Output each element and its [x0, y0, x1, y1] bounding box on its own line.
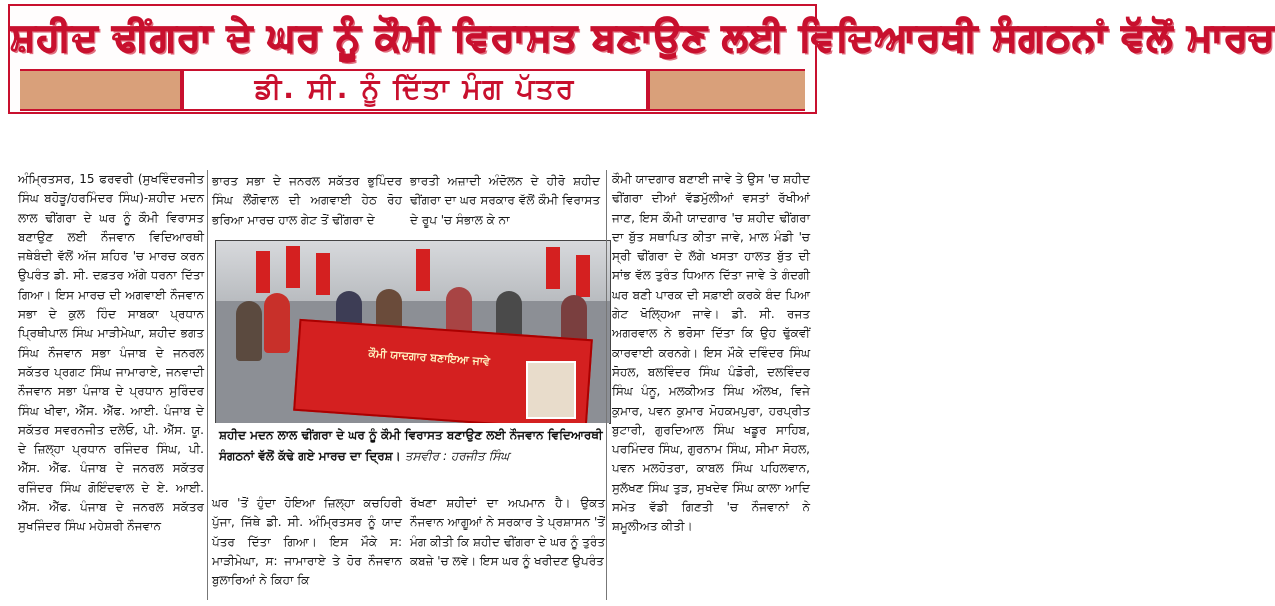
headline-title: ਸ਼ਹੀਦ ਢੀਂਗਰਾ ਦੇ ਘਰ ਨੂੰ ਕੌਮੀ ਵਿਰਾਸਤ ਬਣਾਉਣ ਲਈ ਵਿਦਿਆਰਥੀ ਸੰਗਠਨਾਂ ਵੱਲੋਂ ਮਾਰਚ — [10, 15, 1275, 59]
subheadline-band — [20, 69, 805, 111]
article-text-col3b: ਰੱਖਣਾ ਸ਼ਹੀਦਾਂ ਦਾ ਅਪਮਾਨ ਹੈ। ਉਕਤ ਨੌਜਵਾਨ ਆਗੂਆਂ ਨੇ ਸਰਕਾਰ ਤੇ ਪ੍ਰਸ਼ਾਸਨ 'ਤੋਂ ਮੰਗ ਕੀਤੀ ਕਿ ਸ਼ਹੀਦ ਢੀਂਗਰਾ ਦੇ ਘਰ ਨੂੰ ਤੁਰੰਤ ਕਬਜ਼ੇ 'ਚ ਲਵੇ। ਇਸ ਘਰ ਨੂੰ ਖਰੀਦਣ ਉਪਰੰਤ — [410, 496, 605, 568]
article-text-col1: ਅੰਮ੍ਰਿਤਸਰ, 15 ਫਰਵਰੀ (ਸੁਖਵਿੰਦਰਜੀਤ ਸਿੰਘ ਬਹੋੜੂ/ਹਰਮਿੰਦਰ ਸਿੰਘ)-ਸ਼ਹੀਦ ਮਦਨ ਲਾਲ ਢੀਂਗਰਾ ਦੇ ਘਰ ਨੂੰ ਕੌਮੀ ਵਿਰਾਸਤ ਬਣਾਉਣ ਲਈ ਨੌਜਵਾਨ ਵਿਦਿਆਰਥੀ ਜਥੇਬੰਦੀ ਵੱਲੋਂ ਅੱਜ ਸ਼ਹਿਰ 'ਚ ਮਾਰਚ ਕਰਨ ਉਪਰੰਤ ਡੀ. ਸੀ. ਦਫ਼ਤਰ ਅੱਗੇ ਧਰਨਾ ਦਿੱਤਾ ਗਿਆ। ਇਸ ਮਾਰਚ ਦੀ ਅਗਵਾਈ ਨੌਜਵਾਨ ਸਭਾ ਦੇ ਕੁਲ ਹਿੰਦ ਸਾਬਕਾ ਪ੍ਰਧਾਨ ਪ੍ਰਿਥੀਪਾਲ ਸਿੰਘ ਮਾੜੀਮੇਘਾ, ਸ਼ਹੀਦ ਭਗਤ ਸਿੰਘ ਨੌਜਵਾਨ ਸਭਾ ਪੰਜਾਬ ਦੇ ਜਨਰਲ ਸਕੱਤਰ ਪ੍ਰਗਟ ਸਿੰਘ ਜਾਮਾਰਾਏ, ਜਨਵਾਦੀ ਨੌਜਵਾਨ ਸਭਾ ਪੰਜਾਬ ਦੇ ਪ੍ਰਧਾਨ ਸੁਰਿੰਦਰ ਸਿੰਘ ਖੀਵਾ, ਐੱਸ. ਐੱਫ. ਆਈ. ਪੰਜਾਬ ਦੇ ਸਕੱਤਰ ਸਵਰਨਜੀਤ ਦਲੇਓ, ਪੀ. ਐੱਸ. ਯੂ. ਦੇ ਜ਼ਿਲ੍ਹਾ ਪ੍ਰਧਾਨ ਰਜਿੰਦਰ ਸਿੰਘ, ਪੀ. ਐੱਸ. ਐੱਫ. ਪੰਜਾਬ ਦੇ ਜਨਰਲ ਸਕੱਤਰ ਰਜਿੰਦਰ ਸਿੰਘ ਗੋਇੰਦਵਾਲ ਦੇ ਏ. ਆਈ. ਐੱਸ. ਐੱਫ. ਪੰਜਾਬ ਦੇ ਜਨਰਲ ਸਕੱਤਰ ਸੁਖਜਿੰਦਰ ਸਿੰਘ ਮਹੇਸ਼ਰੀ ਨੌਜਵਾਨ — [18, 172, 204, 534]
article-column-3-bottom — [410, 494, 605, 571]
article-column-2-bottom — [212, 494, 402, 590]
headline-box — [8, 4, 1275, 114]
marcher-figure — [236, 301, 262, 361]
article-column-1 — [18, 170, 204, 537]
photo-credit: ਤਸਵੀਰ : ਹਰਜੀਤ ਸਿੰਘ — [404, 449, 510, 463]
article-text-col2b: ਘਰ 'ਤੋਂ ਹੁੰਦਾ ਹੋਇਆ ਜ਼ਿਲ੍ਹਾ ਕਚਹਿਰੀ ਪੁੱਜਾ, ਜਿੱਥੇ ਡੀ. ਸੀ. ਅੰਮ੍ਰਿਤਸਰ ਨੂੰ ਯਾਦ ਪੱਤਰ ਦਿੱਤਾ ਗਿਆ। ਇਸ ਮੌਕੇ ਸ: ਮਾੜੀਮੇਘਾ, ਸ: ਜਾਮਾਰਾਏ ਤੇ ਹੋਰ ਨੌਜਵਾਨ ਬੁਲਾਰਿਆਂ ਨੇ ਕਿਹਾ ਕਿ — [212, 496, 402, 588]
subheadline-title: ਡੀ. ਸੀ. ਨੂੰ ਦਿੱਤਾ ਮੰਗ ਪੱਤਰ — [180, 71, 650, 109]
photo-caption — [215, 423, 609, 485]
article-column-2-top — [212, 172, 402, 232]
column-divider — [207, 170, 208, 600]
march-photo — [215, 240, 611, 424]
flag-icon — [256, 251, 270, 293]
article-text-col4: ਕੌਮੀ ਯਾਦਗਾਰ ਬਣਾਈ ਜਾਵੇ ਤੇ ਉਸ 'ਚ ਸ਼ਹੀਦ ਢੀਂਗਰਾ ਦੀਆਂ ਵੱਡਮੁੱਲੀਆਂ ਵਸਤਾਂ ਰੱਖੀਆਂ ਜਾਣ, ਇਸ ਕੌਮੀ ਯਾਦਗਾਰ 'ਚ ਸ਼ਹੀਦ ਢੀਂਗਰਾ ਦਾ ਬੁੱਤ ਸਥਾਪਿਤ ਕੀਤਾ ਜਾਵੇ, ਮਾਲ ਮੰਡੀ 'ਚ ਸ੍ਰੀ ਢੀਂਗਰਾ ਦੇ ਲੱਗੇ ਖਸਤਾ ਹਾਲਤ ਬੁੱਤ ਦੀ ਸਾਂਭ ਵੱਲ ਤੁਰੰਤ ਧਿਆਨ ਦਿੱਤਾ ਜਾਵੇ ਤੇ ਗੰਦਗੀ ਘਰ ਬਣੀ ਪਾਰਕ ਦੀ ਸਫ਼ਾਈ ਕਰਕੇ ਬੰਦ ਪਿਆ ਗੇਟ ਖੋਲ੍ਹਿਆ ਜਾਵੇ। ਡੀ. ਸੀ. ਰਜਤ ਅਗਰਵਾਲ ਨੇ ਭਰੋਸਾ ਦਿੱਤਾ ਕਿ ਉਹ ਢੁੱਕਵੀਂ ਕਾਰਵਾਈ ਕਰਨਗੇ। ਇਸ ਮੌਕੇ ਦਵਿੰਦਰ ਸਿੰਘ ਸੋਹਲ, ਬਲਵਿੰਦਰ ਸਿੰਘ ਪੰਡੋਰੀ, ਦਲਵਿੰਦਰ ਸਿੰਘ ਪੰਨੂ, ਮਲਕੀਅਤ ਸਿੰਘ ਔਲਖ, ਵਿਜੇ ਕੁਮਾਰ, ਪਵਨ ਕੁਮਾਰ ਮੋਹਕਮਪੁਰਾ, ਹਰਪ੍ਰੀਤ ਬੁਟਾਰੀ, ਗੁਰਦਿਆਲ ਸਿੰਘ ਖਡੂਰ ਸਾਹਿਬ, ਪਰਮਿੰਦਰ ਸਿੰਘ, ਗੁਰਨਾਮ ਸਿੰਘ, ਸੀਮਾ ਸੋਹਲ, ਪਵਨ ਮਲਹੋਤਰਾ, ਕਾਬਲ ਸਿੰਘ ਪਹਿਲਵਾਨ, ਸੁਲੱਖਣ ਸਿੰਘ ਤੁੜ, ਸੁਖਦੇਵ ਸਿੰਘ ਕਾਲਾ ਆਦਿ ਸਮੇਤ ਵੱਡੀ ਗਿਣਤੀ 'ਚ ਨੌਜਵਾਨਾਂ ਨੇ ਸ਼ਮੂਲੀਅਤ ਕੀਤੀ। — [612, 172, 810, 534]
article-text-col2: ਭਾਰਤ ਸਭਾ ਦੇ ਜਨਰਲ ਸਕੱਤਰ ਭੁਪਿੰਦਰ ਸਿੰਘ ਲੌਂਗੋਵਾਲ ਦੀ ਅਗਵਾਈ ਹੇਠ ਰੋਹ ਭਰਿਆ ਮਾਰਚ ਹਾਲ ਗੇਟ ਤੋਂ ਢੀਂਗਰਾ ਦੇ — [212, 174, 402, 227]
flag-icon — [546, 247, 560, 289]
article-column-4 — [612, 170, 810, 537]
flag-icon — [416, 249, 430, 291]
flag-icon — [316, 253, 330, 295]
flag-icon — [576, 255, 590, 297]
article-text-col3: ਭਾਰਤੀ ਅਜ਼ਾਦੀ ਅੰਦੋਲਨ ਦੇ ਹੀਰੋ ਸ਼ਹੀਦ ਢੀਂਗਰਾ ਦਾ ਘਰ ਸਰਕਾਰ ਵੱਲੋਂ ਕੌਮੀ ਵਿਰਾਸਤ ਦੇ ਰੂਪ 'ਚ ਸੰਭਾਲ ਕੇ ਨਾ — [410, 174, 600, 227]
portrait-icon — [526, 361, 576, 419]
column-divider — [606, 170, 607, 600]
banner-slogan: ਕੌਮੀ ਯਾਦਗਾਰ ਬਣਾਇਆ ਜਾਵੇ — [368, 346, 491, 369]
photo-caption-text: ਸ਼ਹੀਦ ਮਦਨ ਲਾਲ ਢੀਂਗਰਾ ਦੇ ਘਰ ਨੂੰ ਕੌਮੀ ਵਿਰਾਸਤ ਬਣਾਉਣ ਲਈ ਨੌਜਵਾਨ ਵਿਦਿਆਰਥੀ ਸੰਗਠਨਾਂ ਵੱਲੋਂ ਕੱਢੇ ਗਏ ਮਾਰਚ ਦਾ ਦ੍ਰਿਸ਼। — [219, 428, 603, 463]
flag-icon — [286, 246, 300, 288]
marcher-figure — [264, 293, 290, 353]
article-column-3-top — [410, 172, 600, 232]
